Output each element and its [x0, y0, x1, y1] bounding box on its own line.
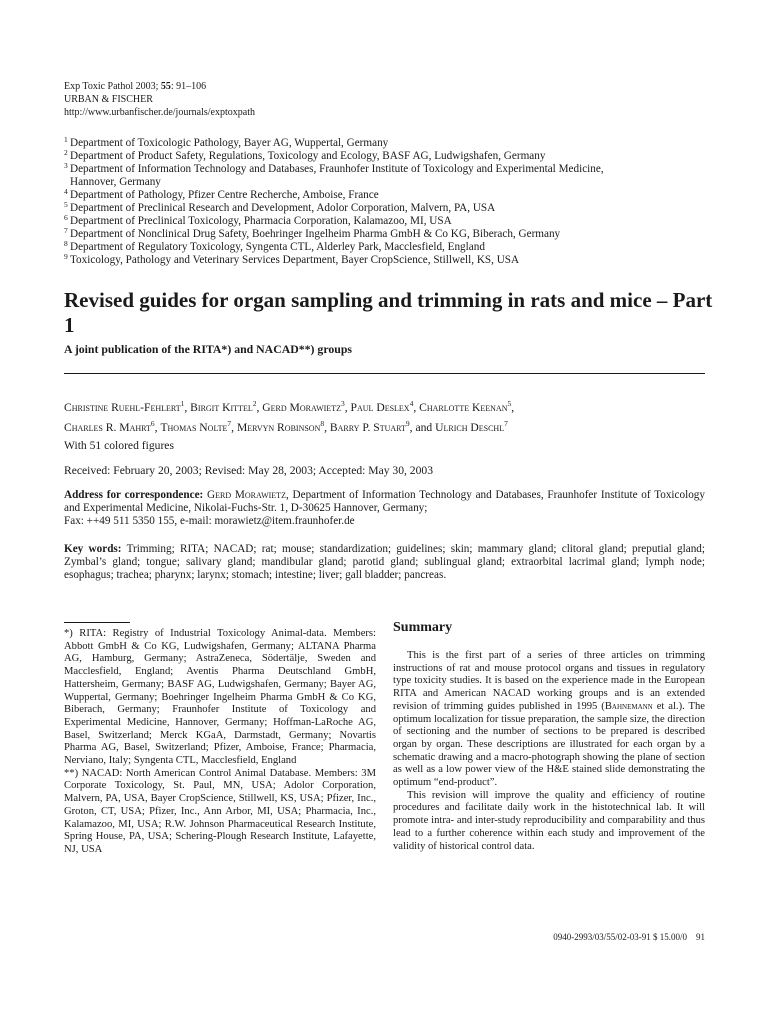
footnote-rita: *) RITA: Registry of Industrial Toxicology Animal-data. Members: Abbott GmbH & Co KG, Ludwigshafen, Germany; ALTANA Pharma AG, Hamburg, Germany; AstraZeneca, Södertälje, Sweden and Macclesfield, England; Aventis Pharma Deutschland GmbH, Hattersheim, Germany; BASF AG, Ludwigshafen, Germany; Bayer AG, Wuppertal, Germany; Boehringer Ingelheim Pharma GmbH & Co KG, Biberach, Germany; Fraunhofer Institute of Toxicology and Experimental Medicine, Hannover, Germany; Hoffman-LaRoche AG, Basel, Switzerland; Merck KGaA, Darmstadt, Germany; Novartis Pharma AG, Basel, Switzerland; Pfizer, Amboise, France; Pharmacia, Nerviano, Italy; Syngenta CTL, Macclesfield, England [64, 628, 376, 767]
affiliation-item: 5 Department of Preclinical Research and Development, Adolor Corporation, Malvern, PA, USA [64, 200, 496, 214]
page-footer [500, 932, 705, 942]
summary-paragraph: This revision will improve the quality and efficiency of routine procedures and facilitate daily work in the histotechnical lab. It will promote intra- and inter-study reproducibility and comparability and thus lead to a further coherence within each study and improvement of the validity of historical control data. [393, 789, 705, 852]
affiliation-item: 8 Department of Regulatory Toxicology, Syngenta CTL, Alderley Park, Macclesfield, England [64, 239, 485, 253]
correspondence-contact: Fax: ++49 511 5350 155, e-mail: morawietz@item.fraunhofer.de [64, 515, 355, 527]
journal-header [64, 80, 255, 119]
article-code: 0940-2993/03/55/02-03-91 $ 15.00/0 [553, 932, 687, 942]
keywords [64, 543, 705, 582]
author-name: Barry P. Stuart [329, 420, 406, 434]
affiliation-item: 2 Department of Product Safety, Regulations, Toxicology and Ecology, BASF AG, Ludwigshafen, Germany [64, 148, 546, 162]
keywords-label: Key words: [64, 543, 122, 555]
affiliations [64, 137, 709, 267]
author-name: Gerd Morawietz [262, 400, 341, 414]
author-name: Birgit Kittel [190, 400, 253, 414]
article-title: Revised guides for organ sampling and trimming in rats and mice – Part 1 [64, 288, 713, 337]
journal-volume: 55 [160, 81, 171, 92]
affiliation-item: 9 Toxicology, Pathology and Veterinary Services Department, Bayer CropScience, Stillwell, KS, USA [64, 252, 520, 266]
submission-dates: Received: February 20, 2003; Revised: May 28, 2003; Accepted: May 30, 2003 [64, 464, 433, 477]
author-name: Paul Deslex [350, 400, 410, 414]
article-subtitle: A joint publication of the RITA*) and NACAD**) groups [64, 342, 352, 356]
affiliation-item: 4 Department of Pathology, Pfizer Centre Recherche, Amboise, France [64, 187, 379, 201]
figures-note: With 51 colored figures [64, 439, 174, 452]
footnotes [64, 628, 376, 857]
summary-reference: Bahnemann [604, 700, 653, 712]
page-number: 91 [696, 932, 705, 942]
summary-paragraph: This is the first part of a series of three articles on trimming instructions of rat and mouse protocol organs and tissues in regulatory type toxicity studies. It is based on the experience made in the European RITA and American NACAD working groups and is an extended revision of trimming guides published in 1995 (Bahnemann et al.). The optimum localization for tissue preparation, the sample size, the direction of sectioning and the number of sections to be prepared is described organ by organ. These descriptions are illustrated for each organ by a schematic drawing and a macro-photograph showing the plane of section as well as a low power view of the H&E stained slide demonstrating the optimum “end-product”. [393, 650, 705, 789]
affiliation-item: 7 Department of Nonclinical Drug Safety, Boehringer Ingelheim Pharma GmbH & Co KG, Biberach, Germany [64, 226, 561, 240]
author-name: Charles R. Mahrt [64, 420, 151, 434]
affiliation-item: 3 Department of Information Technology and Databases, Fraunhofer Institute of Toxicology and Experimental Medicine, Hannover, Germany [64, 161, 604, 188]
keywords-text: Trimming; RITA; NACAD; rat; mouse; standardization; guidelines; skin; mammary gland; clitoral gland; preputial gland; Zymbal’s gland; tongue; salivary gland; mandibular gland; parotid gland; sublingual gland; extraorbital lacrimal gland; lymph node; esophagus; trachea; pharynx; larynx; stomach; intestine; liver; gall bladder; pancreas. [64, 543, 705, 581]
author-list: Christine Ruehl-Fehlert$^1$, Birgit Kittel$^2$, Gerd Morawietz$^3$, Paul Deslex$^4$, Charlotte Keenan$^5$, Charles R. Mahrt$^6$, Thomas Nolte$^7$, Mervyn Robinson$^8$, Barry P. Stuart$^9$, and Ulrich Deschl$^7$ [64, 399, 515, 434]
author-name: Ulrich Deschl [435, 420, 505, 434]
journal-citation: Exp Toxic Pathol 2003; 55: 91–106 [64, 81, 207, 92]
author-name: Thomas Nolte [160, 420, 228, 434]
author-name: Christine Ruehl-Fehlert [64, 400, 181, 414]
author-name: Mervyn Robinson [236, 420, 321, 434]
publisher: URBAN & FISCHER [64, 94, 153, 105]
journal-url[interactable]: http://www.urbanfischer.de/journals/exptoxpath [64, 107, 255, 118]
author-name: Charlotte Keenan [419, 400, 508, 414]
correspondence-address: Address for correspondence: Gerd Morawietz, Department of Information Technology and Databases, Fraunhofer Institute of Toxicology and Experimental Medicine, Nikolai-Fuchs-Str. 1, D-30625 Hannover, Germany; Fax: ++49 511 5350 155, e-mail: morawietz@item.fraunhofer.de [64, 489, 705, 527]
affiliation-item: 1 Department of Toxicologic Pathology, Bayer AG, Wuppertal, Germany [64, 135, 389, 149]
summary-heading: Summary [393, 620, 453, 635]
footnote-divider [64, 622, 130, 623]
footnote-nacad: **) NACAD: North American Control Animal Database. Members: 3M Corporate Toxicology, St. Paul, MN, USA; Adolor Corporation, Malvern, PA, USA, Bayer CropScience, Stillwell, KS, USA; Pfizer, Inc., Groton, CT, USA; Pfizer, Inc., Ann Arbor, MI, USA; Pharmacia, Inc., Kalamazoo, MI, USA; R.W. Johnson Pharmaceutical Research Institute, Spring House, PA, USA; Schering-Plough Research Institute, Lafayette, NJ, USA [64, 767, 376, 855]
summary-body [393, 650, 705, 853]
correspondence-label: Address for correspondence: [64, 489, 204, 501]
affiliation-item: 6 Department of Preclinical Toxicology, Pharmacia Corporation, Kalamazoo, MI, USA [64, 213, 452, 227]
title-divider [64, 373, 705, 374]
correspondence-name: Gerd Morawietz [207, 489, 286, 501]
